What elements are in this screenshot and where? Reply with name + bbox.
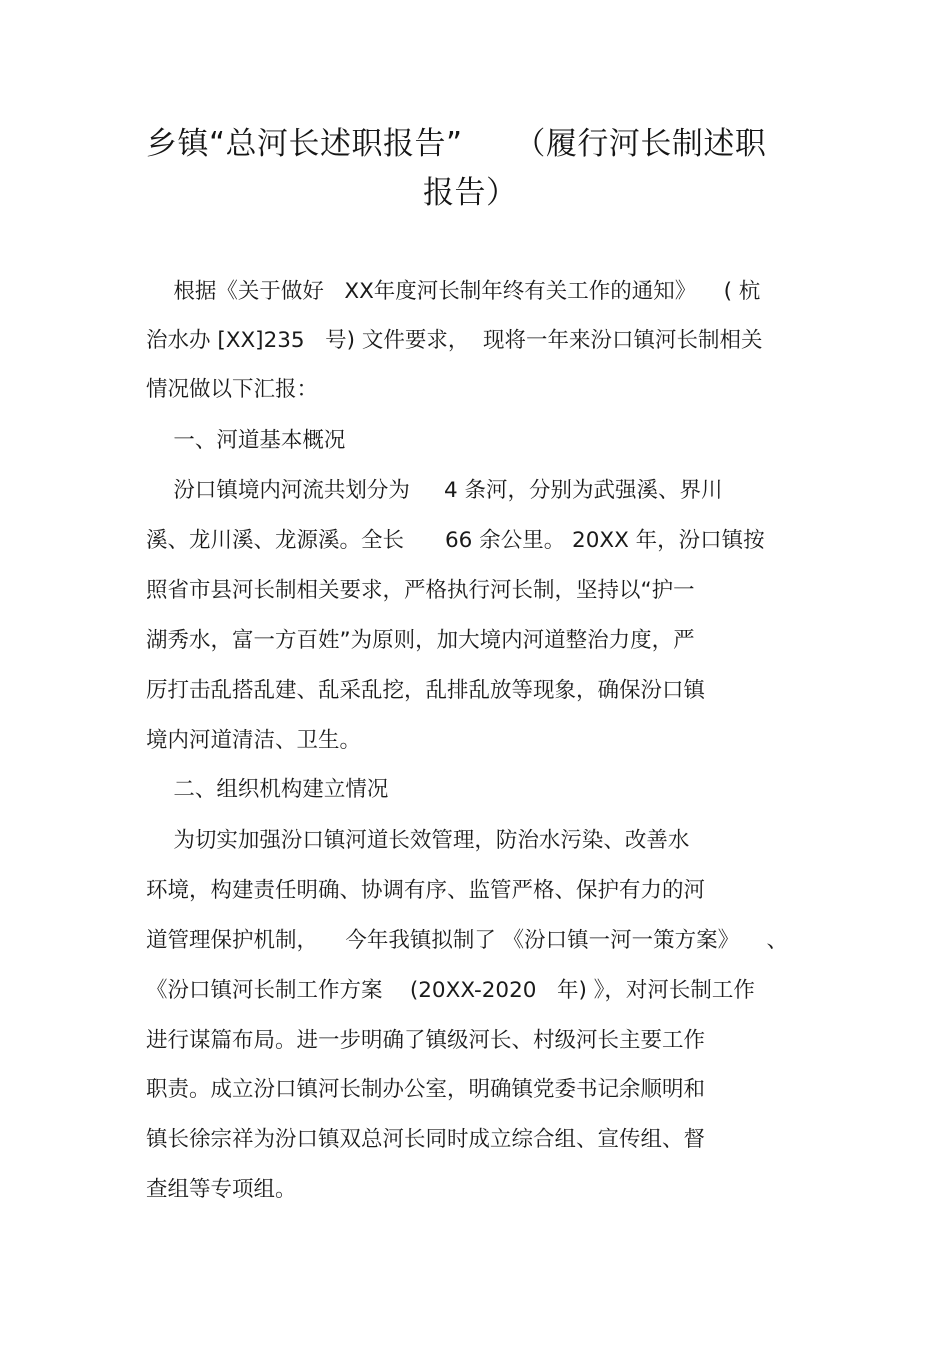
section-heading-2: 二、组织机构建立情况 <box>146 777 389 802</box>
body-line: 溪、龙川溪、龙源溪。全长 66 余公里。 20XX 年，汾口镇按 <box>146 528 765 553</box>
body-line: 镇长徐宗祥为汾口镇双总河长同时成立综合组、宣传组、督 <box>146 1127 706 1152</box>
body-line: 情况做以下汇报： <box>146 377 319 402</box>
body-line: 《汾口镇河长制工作方案 (20XX-2020 年) 》，对河长制工作 <box>146 978 755 1003</box>
body-line: 环境，构建责任明确、协调有序、监管严格、保护有力的河 <box>146 878 706 903</box>
section-heading-1: 一、河道基本概况 <box>146 428 346 453</box>
body-line: 道管理保护机制， 今年我镇拟制了 《汾口镇一河一策方案》 、 <box>146 928 789 953</box>
body-line: 境内河道清洁、卫生。 <box>146 728 362 753</box>
body-line: 汾口镇境内河流共划分为 4 条河，分别为武强溪、界川 <box>146 478 723 503</box>
body-line: 治水办 [XX]235 号) 文件要求， 现将一年来汾口镇河长制相关 <box>146 328 763 353</box>
body-line: 进行谋篇布局。进一步明确了镇级河长、村级河长主要工作 <box>146 1028 706 1053</box>
body-line: 根据《关于做好 XX年度河长制年终有关工作的通知》 ( 杭 <box>146 279 761 304</box>
body-line: 职责。成立汾口镇河长制办公室，明确镇党委书记余顺明和 <box>146 1077 706 1102</box>
body-line: 查组等专项组。 <box>146 1177 297 1202</box>
body-line: 厉打击乱搭乱建、乱采乱挖，乱排乱放等现象，确保汾口镇 <box>146 678 706 703</box>
body-line: 湖秀水，富一方百姓”为原则，加大境内河道整治力度，严 <box>146 628 695 653</box>
body-line: 照省市县河长制相关要求，严格执行河长制，坚持以“护一 <box>146 578 695 603</box>
document-title-line-2: 报告） <box>423 175 518 211</box>
document-title-line-1: 乡镇“总河长述职报告” （履行河长制述职 <box>146 126 767 162</box>
body-line: 为切实加强汾口镇河道长效管理，防治水污染、改善水 <box>146 828 690 853</box>
